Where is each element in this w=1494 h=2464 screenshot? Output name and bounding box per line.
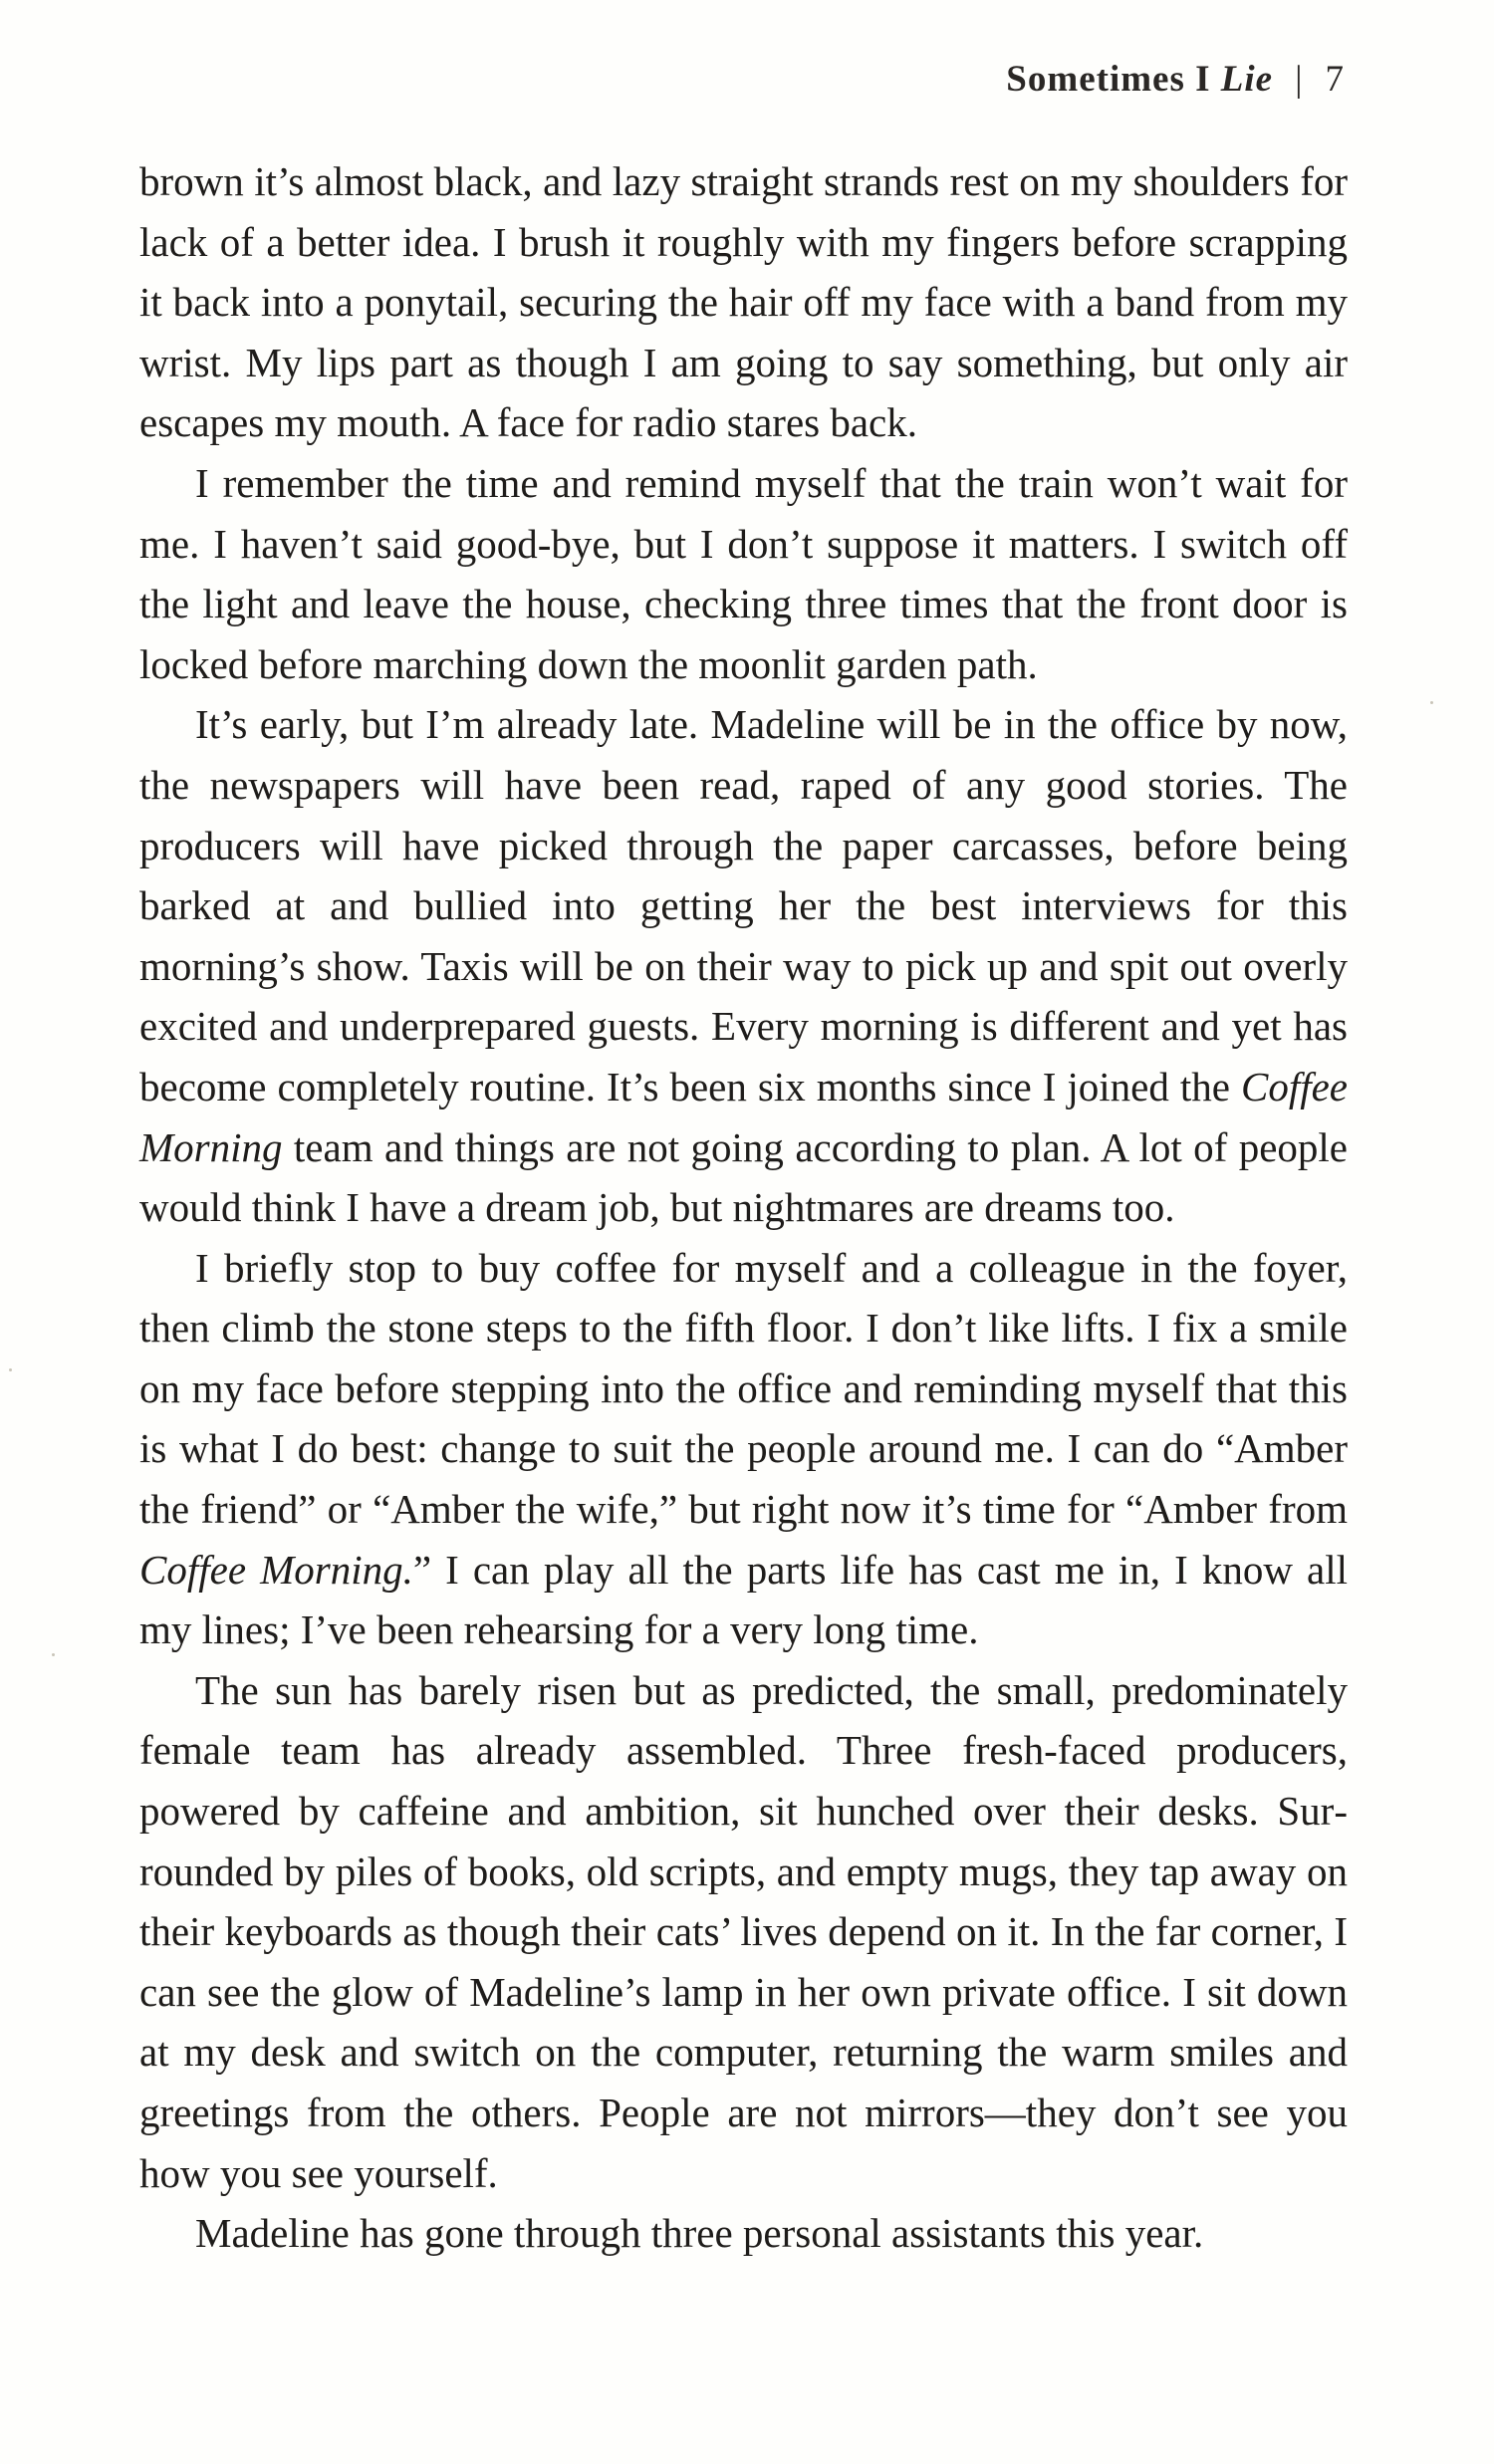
book-title: Sometimes I (1006, 59, 1221, 100)
book-title-italic: Lie (1220, 59, 1274, 100)
body-text (139, 151, 1348, 2264)
paragraph: Madeline has gone through three personal assistants this year. (195, 2210, 1204, 2257)
page-number: 7 (1325, 59, 1345, 100)
paragraph: It’s early, but I’m already late. Madeline will be in the office by now, the newspapers will have been read, raped of any good stories. The producers will have picked through the paper carcasses, before being barked at and bullied into getting her the best interviews for this morning’s show. Taxis will be on their way to pick up and spit out overly excited and underprepared guests. Every morning is different and yet has become completely routine. It’s been six months since I joined the Coffee Morning team and things are not going according to plan. A lot of people would think I have a dream job, but nightmares are dreams too. (139, 701, 1348, 1231)
paragraph: brown it’s almost black, and lazy straight strands rest on my shoulders for lack of a better idea. I brush it roughly with my fingers before scrapping it back into a ponytail, securing the hair off my face with a band from my wrist. My lips part as though I am going to say something, but only air escapes my mouth. A face for radio stares back. (139, 158, 1348, 446)
paper-speck (9, 1368, 12, 1371)
paragraph: I remember the time and remind myself that the train won’t wait for me. I haven’t said good-bye, but I don’t suppose it matters. I switch off the light and leave the house, checking three times that the front door is locked before marching down the moonlit garden path. (139, 459, 1348, 687)
paper-speck (52, 1653, 55, 1656)
running-header (1006, 58, 1345, 101)
paper-speck (1430, 701, 1433, 704)
header-separator: | (1295, 59, 1304, 100)
show-title: Coffee Morning. (139, 1546, 413, 1593)
show-title: Coffee Morning (139, 1063, 1348, 1170)
paragraph: The sun has barely risen but as predicted, the small, predominately female team has already assembled. Three fresh-faced producers, powered by caffeine and ambition, sit hunched over their desks. Surrounded by piles of books, old scripts, and empty mugs, they tap away on their keyboards as though their cats’ lives depend on it. In the far corner, I can see the glow of Madeline’s lamp in her own private office. I sit down at my desk and switch on the computer, returning the warm smiles and greetings from the others. People are not mirrors—they don’t see you how you see yourself. (139, 1666, 1348, 2196)
paragraph: I briefly stop to buy coffee for myself and a colleague in the foyer, then climb the stone steps to the fifth floor. I don’t like lifts. I fix a smile on my face before stepping into the office and reminding myself that this is what I do best: change to suit the people around me. I can do “Amber the friend” or “Amber the wife,” but right now it’s time for “Amber from Coffee Morning.” I can play all the parts life has cast me in, I know all my lines; I’ve been rehearsing for a very long time. (139, 1244, 1348, 1653)
